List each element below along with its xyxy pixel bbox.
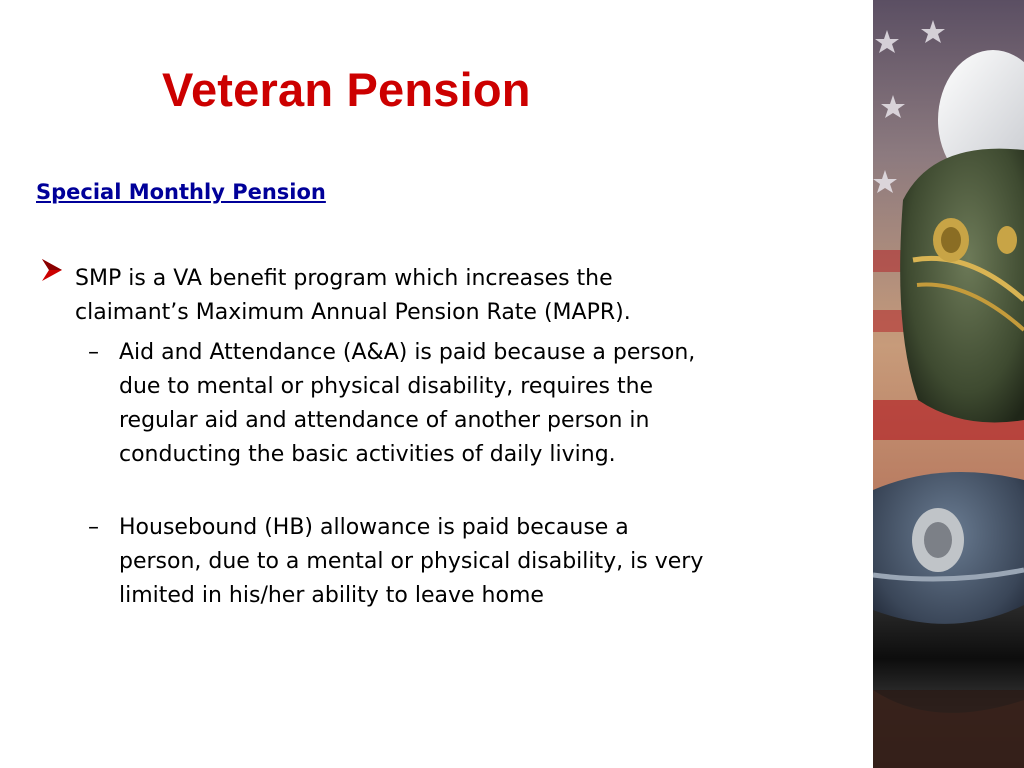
military-caps-flag-photo bbox=[873, 0, 1024, 768]
arrow-bullet-icon bbox=[40, 256, 64, 284]
sub-bullet-marker: – bbox=[88, 515, 99, 540]
sub-bullet-marker: – bbox=[88, 340, 99, 365]
slide-title: Veteran Pension bbox=[162, 63, 531, 116]
bullet-text: SMP is a VA benefit program which increases the claimant’s Maximum Annual Pension Rate (MAPR). bbox=[75, 266, 631, 325]
sub-bullet-housebound: Housebound (HB) allowance is paid because a person, due to a mental or physical disability, is very limited in his/her ability to leave home bbox=[119, 515, 704, 608]
section-heading: Special Monthly Pension bbox=[36, 180, 326, 204]
sub-bullet-aid-attendance: Aid and Attendance (A&A) is paid because a person, due to mental or physical disability, requires the regular aid and attendance of another person in conducting the basic activities of daily living. bbox=[119, 340, 696, 467]
